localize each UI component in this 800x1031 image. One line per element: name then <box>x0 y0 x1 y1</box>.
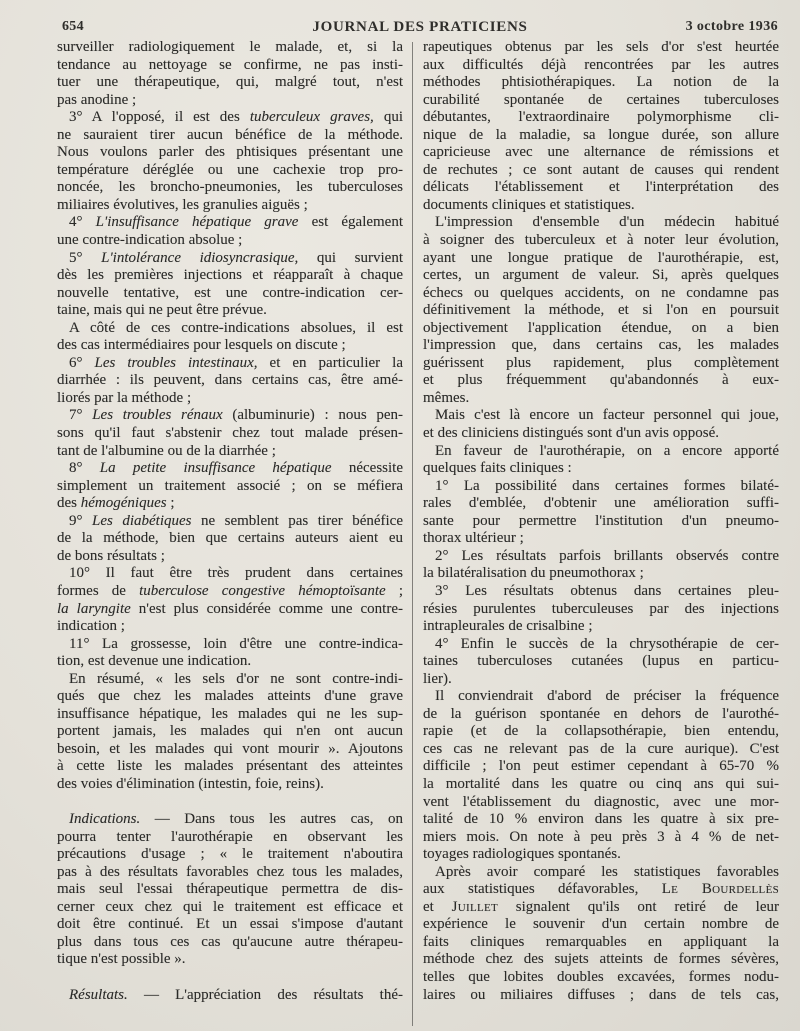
text-line: besoin, et les malades qui vont mourir ». Ajoutons <box>57 740 403 757</box>
text-line: faits cliniques remarquables en appliquant la <box>423 933 779 950</box>
text-line: telles que lobites doubles excavées, formes nodu- <box>423 968 779 985</box>
text-line: documents cliniques et statistiques. <box>423 196 635 213</box>
text-line: toyages radiologiques spontanés. <box>423 846 621 863</box>
paragraph <box>423 548 779 583</box>
section-paragraph <box>57 811 403 969</box>
text-line: méthodes phtisiothérapiques. La notion de la <box>423 74 779 91</box>
text-run: et <box>423 898 452 915</box>
text-line: talité de 10 % environ dans les quatre à six pre- <box>423 811 779 828</box>
small-caps-author-name: Juillet <box>451 898 499 915</box>
text-line: intrapleurales de crisalbine ; <box>423 618 593 635</box>
text-line <box>57 601 403 619</box>
text-run: 8° <box>69 460 100 477</box>
left-column <box>57 39 403 1004</box>
paragraph <box>57 109 403 214</box>
text-line <box>57 214 403 232</box>
text-line: nique de la maladie, sa longue durée, son allure <box>423 126 779 143</box>
text-line: qués que chez les malades atteints d'une grave <box>57 688 403 705</box>
text-line: tant de l'albumine ou de la diarrhée ; <box>57 442 276 459</box>
text-line: ne sauraient tirer aucun bénéfice de la méthode. <box>57 126 403 143</box>
text-line: objectivement l'application étendue, on a bien <box>423 319 779 336</box>
text-line: tique n'est possible ». <box>57 951 186 968</box>
text-line: Mais c'est là encore un facteur personnel qui joue, <box>435 407 779 424</box>
paragraph <box>57 460 403 513</box>
text-line: portent jamais, les malades qui n'en ont aucun <box>57 723 403 740</box>
text-line: de la guérison spontanée en dehors de l'aurothé- <box>423 705 779 722</box>
text-line <box>57 513 403 531</box>
text-line: débutantes, l'extraordinaire polymorphisme cli- <box>423 109 779 126</box>
text-line: lier). <box>423 670 452 687</box>
italic-text: Les troubles intestinaux, <box>94 354 258 371</box>
text-line: taine, mais qui ne peut être prévue. <box>57 302 267 319</box>
paragraph <box>423 864 779 1004</box>
paragraph <box>423 688 779 863</box>
italic-text: Les diabétiques <box>92 512 192 529</box>
right-column <box>423 39 779 1004</box>
text-line: échecs ou quelques accidents, on ne condamne pas <box>423 284 779 301</box>
text-line: capricieuse avec une alternance de rémissions et <box>423 144 779 161</box>
text-run: 5° <box>69 249 102 266</box>
text-line: Il conviendrait d'abord de préciser la fréquence <box>435 688 779 705</box>
text-run: signalent qu'ils ont retiré de leur <box>498 898 779 915</box>
text-line: 2° Les résultats parfois brillants observés contre <box>435 547 779 564</box>
paragraph <box>57 320 403 355</box>
italic-text: la laryngite <box>57 600 131 617</box>
text-line <box>57 987 403 1005</box>
text-line: tuer une thérapeutique, qui, malgré tout, n'est <box>57 74 403 91</box>
text-run: est également <box>298 214 404 231</box>
text-line: plus dans tous ces cas qu'aucune autre thérapeu- <box>57 933 403 950</box>
paragraph <box>423 39 779 214</box>
italic-text: La petite insuffisance hépatique <box>99 460 332 477</box>
text-line: 1° La possibilité dans certaines formes bilaté- <box>435 477 779 494</box>
paragraph <box>57 513 403 566</box>
text-line: vent l'établissement du diagnostic, avec une mor- <box>423 793 779 810</box>
paragraph <box>423 636 779 689</box>
text-line: l'impression que, dans certains cas, les malades <box>423 337 779 354</box>
paragraph <box>57 355 403 408</box>
text-line: rales d'emblée, d'obtenir une amélioration suffi- <box>423 495 779 512</box>
paragraph <box>57 407 403 460</box>
paragraph <box>57 565 403 635</box>
italic-text: tuberculeux graves, <box>249 109 374 126</box>
paragraph <box>423 478 779 548</box>
journal-title: JOURNAL DES PRATICIENS <box>312 19 528 35</box>
text-run: formes de <box>57 582 140 599</box>
text-line: thorax ultérieur ; <box>423 530 524 547</box>
italic-text: Indications. <box>69 811 141 828</box>
text-line: pas à des résultats favorables chez tous les malades, <box>57 863 403 880</box>
paragraph <box>423 407 779 442</box>
text-line: A côté de ces contre-indications absolues, il est <box>69 319 403 336</box>
text-line <box>423 899 779 917</box>
text-line <box>57 250 403 268</box>
text-line: difficile ; l'on peut estimer cependant à 65-70 % <box>423 758 779 775</box>
column-divider <box>412 42 413 1026</box>
paragraph <box>423 214 779 407</box>
text-line: mêmes. <box>423 389 470 406</box>
text-line: 4° Enfin le succès de la chrysothérapie de cer- <box>435 635 779 652</box>
text-run: ne semblent pas tirer bénéfice <box>191 512 404 529</box>
text-line: taines tuberculoses cutanées (lupus en particu- <box>423 653 779 670</box>
paragraph <box>57 671 403 794</box>
text-line: rapeutiques obtenus par les sels d'or s'est heurtée <box>423 39 779 55</box>
text-run: 6° <box>69 354 95 371</box>
text-line: expérience le souvenir d'un certain nombre de <box>423 916 779 933</box>
text-line: diarrhée : ils peuvent, dans certains cas, être amé- <box>57 372 403 389</box>
text-line: rapie (et de la collapsothérapie, bien entendu, <box>423 723 779 740</box>
paragraph <box>423 583 779 636</box>
text-line: précautions d'usage ; « le traitement n'aboutira <box>57 846 403 863</box>
text-line: méthode chez des sujets atteints de formes sévères, <box>423 951 779 968</box>
text-line: liorés par la méthode ; <box>57 389 192 406</box>
text-line: la bilatéralisation du pneumothorax ; <box>423 565 644 582</box>
text-line <box>57 811 403 829</box>
page-number: 654 <box>62 19 84 34</box>
text-line: et des cliniciens distingués sont d'un avis opposé. <box>423 425 720 442</box>
text-line: nouvelle tentative, est une contre-indication cer- <box>57 284 403 301</box>
italic-text: hémogéniques <box>80 495 167 512</box>
text-run: 3° A l'opposé, il est des <box>69 109 250 126</box>
text-line: de bons résultats ; <box>57 547 165 564</box>
text-run: (albuminurie) : nous pen- <box>222 407 403 424</box>
italic-text: Résultats. <box>69 986 128 1003</box>
text-run: nécessite <box>331 460 403 477</box>
paragraph <box>57 39 403 109</box>
text-line: En faveur de l'aurothérapie, on a encore apporté <box>435 442 779 459</box>
text-line: tendance au nettoyage se confirme, ne pas insti- <box>57 56 403 73</box>
section-paragraph <box>57 987 403 1005</box>
text-line: résies purulentes tuberculeuses par des injections <box>423 600 779 617</box>
text-line: doit être continué. Et un essai s'impose d'autant <box>57 916 403 933</box>
text-line: L'impression d'ensemble d'un médecin habitué <box>435 214 779 231</box>
text-line: cerner ceux chez qui le traitement est efficace et <box>57 898 403 915</box>
text-run: ; <box>385 582 404 599</box>
text-line: à soigner des tuberculeux et à noter leur évolution, <box>423 232 779 249</box>
issue-date: 3 octobre 1936 <box>685 19 778 34</box>
text-run: — L'appréciation des résultats thé- <box>127 986 403 1003</box>
text-line: pourra tenter l'aurothérapie en observant les <box>57 828 403 845</box>
text-line: une contre-indication absolue ; <box>57 232 243 249</box>
text-run: et en particulier la <box>257 354 403 371</box>
italic-text: L'intolérance idiosyncrasique, <box>101 249 299 266</box>
text-line <box>57 407 403 425</box>
text-line: aux difficultés déjà rencontrées par les autres <box>423 56 779 73</box>
text-run: n'est plus considérée comme une contre- <box>130 600 403 617</box>
text-line <box>57 583 403 601</box>
text-line: indication ; <box>57 618 125 635</box>
text-line: de la méthode, bien que certains auteurs aient eu <box>57 530 403 547</box>
text-line <box>423 881 779 899</box>
text-line: la mortalité dans les quatre ou cinq ans qui sui- <box>423 775 779 792</box>
text-line: dès les premières injections et réapparaît à chaque <box>57 267 403 284</box>
text-run: 7° <box>69 407 93 424</box>
paragraph <box>57 250 403 320</box>
text-line: noncée, les broncho-pneumonies, les tuberculoses <box>57 179 403 196</box>
text-line: tion, est devenue une indication. <box>57 653 252 670</box>
text-run: ; <box>166 495 175 512</box>
text-run: aux statistiques défavorables, <box>423 881 662 898</box>
paragraph <box>57 214 403 249</box>
text-line: ayant une longue pratique de l'aurothérapie, est, <box>423 249 779 266</box>
text-line: quelques faits cliniques : <box>423 460 572 477</box>
text-line: surveiller radiologiquement le malade, et, si la <box>57 39 403 55</box>
text-line: 10° Il faut être très prudent dans certaines <box>69 565 403 582</box>
text-line: sante pour permettre l'institution d'un pneumo- <box>423 512 779 529</box>
text-run: — Dans tous les autres cas, on <box>140 811 403 828</box>
text-line: température déréglée ou une cachexie trop pro- <box>57 161 403 178</box>
text-run: 9° <box>69 512 92 529</box>
text-line: pas anodine ; <box>57 91 137 108</box>
text-line: délicats l'établissement et l'interprétation des <box>423 179 779 196</box>
text-line: En résumé, « les sels d'or ne sont contre-indi- <box>69 670 403 687</box>
italic-text: L'insuffisance hépatique grave <box>95 214 299 231</box>
text-line: miers mois. On note à peu près 3 à 4 % de net- <box>423 828 779 845</box>
text-line: définitivement la méthode, et si l'on en poursuit <box>423 302 779 319</box>
text-line: simplement un traitement associé ; on se méfiera <box>57 477 403 494</box>
text-line: certes, un argument de valeur. Si, après quelques <box>423 267 779 284</box>
text-line: 3° Les résultats obtenus dans certaines pleu- <box>435 582 779 599</box>
paragraph <box>57 636 403 671</box>
italic-text: Les troubles rénaux <box>92 407 223 424</box>
page-header <box>0 17 800 37</box>
paragraph <box>423 443 779 478</box>
text-line: Nous voulons parler des phtisiques présentant une <box>57 144 403 161</box>
text-line: insuffisance hépatique, les malades qui ne les sup- <box>57 705 403 722</box>
text-line: sons qu'il faut s'abstenir chez tout malade présen- <box>57 425 403 442</box>
text-line: à cette liste les malades présentant des atteintes <box>57 758 403 775</box>
text-line <box>57 495 403 513</box>
text-line: curabilité spontanée de certaines tuberculoses <box>423 91 779 108</box>
text-line: 11° La grossesse, loin d'être une contre-indica- <box>69 635 403 652</box>
text-line: et plus fréquemment qu'abandonnés à eux- <box>423 372 779 389</box>
text-run: qui survient <box>298 249 404 266</box>
text-line: laires ou miliaires diffuses ; dans de tels cas, <box>423 986 779 1003</box>
text-line <box>57 355 403 373</box>
text-line: ces cas ne relevant pas de la cure aurique). C'est <box>423 740 779 757</box>
text-run: qui <box>373 109 403 126</box>
text-line: de rechutes ; ce sont autant de causes qui rendent <box>423 161 779 178</box>
text-line: miliaires évolutives, les granulies aiguës ; <box>57 196 308 213</box>
italic-text: tuberculose congestive hémoptoïsante <box>139 582 386 599</box>
text-line <box>57 109 403 127</box>
text-line: des voies d'élimination (intestin, foie, reins). <box>57 775 324 792</box>
text-run: 4° <box>69 214 96 231</box>
text-line <box>57 460 403 478</box>
text-line: mais seul l'essai thérapeutique permettra de dis- <box>57 881 403 898</box>
text-line: guérissent plus rapidement, plus complètement <box>423 354 779 371</box>
text-line: Après avoir comparé les statistiques favorables <box>435 863 779 880</box>
small-caps-author-name: Le Bourdellès <box>661 881 780 898</box>
text-run: des <box>57 495 81 512</box>
text-line: des cas intermédiaires pour lesquels on discute ; <box>57 337 346 354</box>
